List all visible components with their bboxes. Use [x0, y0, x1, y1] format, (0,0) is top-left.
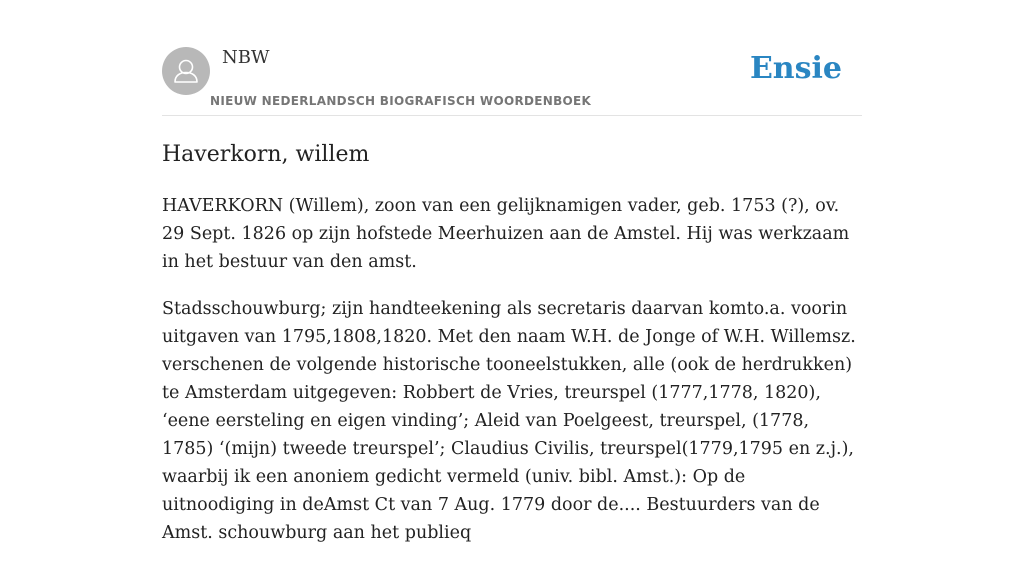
source-name[interactable]: NBW [222, 47, 270, 68]
source-subtitle[interactable]: NIEUW NEDERLANDSCH BIOGRAFISCH WOORDENBOEK [210, 94, 592, 108]
avatar[interactable] [162, 47, 210, 95]
article-paragraph: HAVERKORN (Willem), zoon van een gelijknamigen vader, geb. 1753 (?), ov. 29 Sept. 1826 op zijn hofstede Meerhuizen aan de Amstel. Hij was werkzaam in het bestuur van den amst. [162, 196, 850, 272]
ensie-logo[interactable]: Ensie [749, 51, 842, 86]
article-title: Haverkorn, willem [162, 142, 370, 167]
article-paragraph: Stadsschouwburg; zijn handteekening als secretaris daarvan komto.a. voorin uitgaven van 1795,1808,1820. Met den naam W.H. de Jonge of W.H. Willemsz. verschenen de volgende historische tooneelstukken, alle (ook de herdrukken) te Amsterdam uitgegeven: Robbert de Vries, treurspel (1777,1778, 1820), ‘eene eersteling en eigen vinding’; Aleid van Poelgeest, treurspel, (1778, 1785) ‘(mijn) tweede treurspel’; Claudius Civilis, treurspel(1779,1795 en z.j.), waarbij ik een anoniem gedicht vermeld (univ. bibl. Amst.): Op de uitnoodiging in deAmst Ct van 7 Aug. 1779 door de.... Bestuurders van de Amst. schouwburg aan het publieq [162, 299, 856, 543]
article-body [162, 192, 862, 566]
user-icon [162, 47, 210, 95]
source-header [162, 0, 862, 116]
